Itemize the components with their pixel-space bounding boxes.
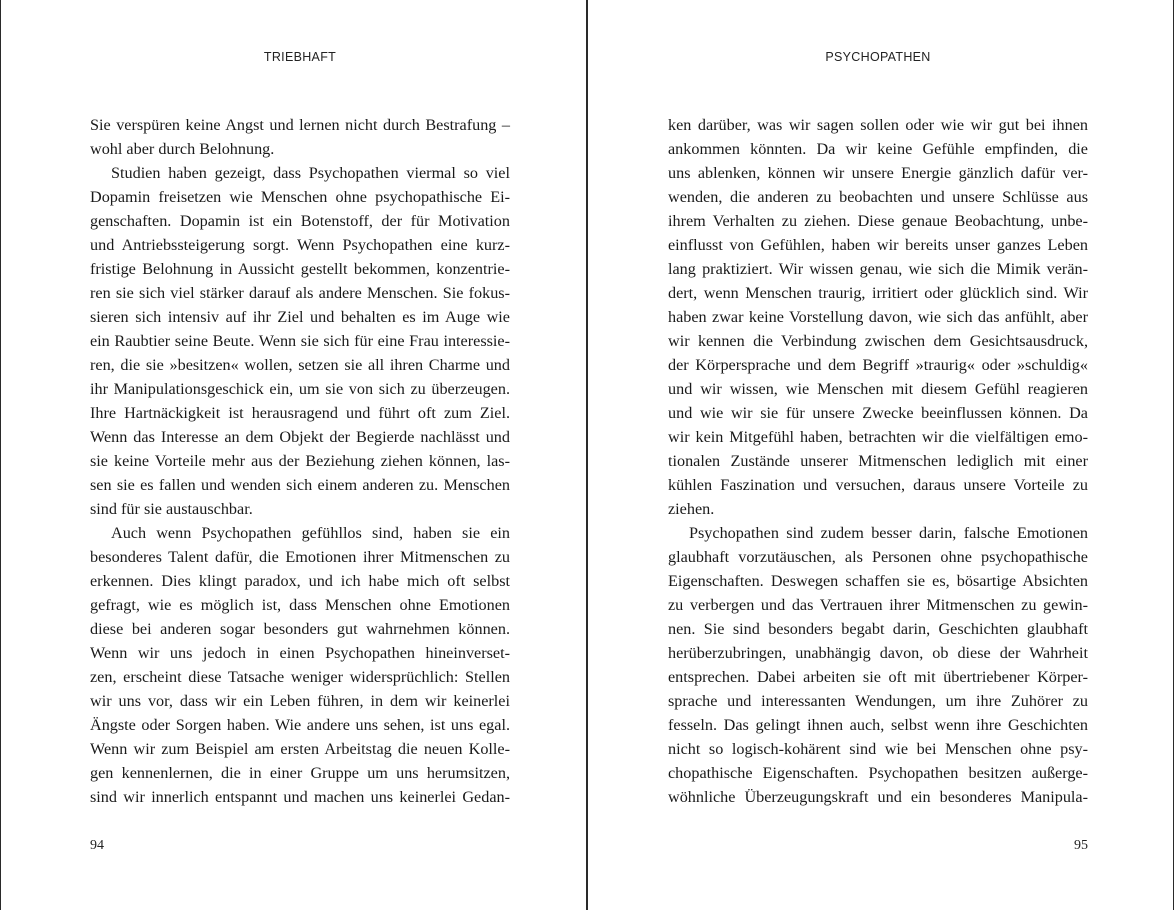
right-body-text bbox=[668, 113, 1088, 809]
text-line: der Körpersprache und dem Begriff »traurig« oder »schuldig« bbox=[668, 356, 1088, 374]
text-line: besonderes Talent dafür, die Emotionen ihrer Mitmenschen zu bbox=[90, 548, 510, 566]
text-line: und wie wir sie für unsere Zwecke beeinflussen können. Da bbox=[668, 404, 1088, 422]
text-line: haben zwar keine Vorstellung davon, wie sich das anfühlt, aber bbox=[668, 308, 1088, 326]
text-line: einflusst von Gefühlen, haben wir bereits unser ganzes Leben bbox=[668, 236, 1088, 254]
text-line: sind für sie austauschbar. bbox=[90, 500, 253, 518]
text-line: wohl aber durch Belohnung. bbox=[90, 140, 275, 158]
text-line: wir uns vor, dass wir ein Leben führen, in dem wir keinerlei bbox=[90, 692, 510, 710]
text-line: und Antriebssteigerung sorgt. Wenn Psychopathen eine kurz- bbox=[90, 236, 510, 254]
text-line: glaubhaft vorzutäuschen, als Personen ohne psychopathische bbox=[668, 548, 1088, 566]
text-line: fesseln. Das gelingt ihnen auch, selbst wenn ihre Geschichten bbox=[668, 716, 1088, 734]
text-line: kühlen Faszination und versuchen, daraus unsere Vorteile zu bbox=[668, 476, 1088, 494]
text-line: Eigenschaften. Deswegen schaffen sie es, bösartige Absichten bbox=[668, 572, 1088, 590]
text-line: Ihre Hartnäckigkeit ist herausragend und führt oft zum Ziel. bbox=[90, 404, 510, 422]
left-running-head: TRIEBHAFT bbox=[263, 50, 337, 64]
page-gutter bbox=[586, 0, 588, 910]
text-line: ein Raubtier seine Beute. Wenn sie sich für eine Frau interessie- bbox=[90, 332, 510, 350]
text-line: zu verbergen und das Vertrauen ihrer Mitmenschen zu gewin- bbox=[668, 596, 1088, 614]
text-line: wir kennen die Verbindung zwischen dem Gesichtsausdruck, bbox=[668, 332, 1088, 350]
text-line: erkennen. Dies klingt paradox, und ich habe mich oft selbst bbox=[90, 572, 510, 590]
text-line: Dopamin freisetzen wie Menschen ohne psychopathische Ei- bbox=[90, 188, 510, 206]
text-line: ankommen könnten. Da wir keine Gefühle empfinden, die bbox=[668, 140, 1088, 158]
text-line: sie keine Vorteile mehr aus der Beziehung ziehen können, las- bbox=[90, 452, 510, 470]
text-line: Psychopathen sind zudem besser darin, falsche Emotionen bbox=[689, 524, 1088, 542]
text-line: Sie verspüren keine Angst und lernen nicht durch Bestrafung – bbox=[90, 116, 510, 134]
left-page-number: 94 bbox=[90, 838, 104, 853]
text-line: Wenn das Interesse an dem Objekt der Begierde nachlässt und bbox=[90, 428, 510, 446]
left-page bbox=[90, 0, 510, 910]
text-line: diese bei anderen sogar besonders gut wahrnehmen können. bbox=[90, 620, 510, 638]
text-line: gefragt, wie es möglich ist, dass Menschen ohne Emotionen bbox=[90, 596, 510, 614]
text-line: Studien haben gezeigt, dass Psychopathen viermal so viel bbox=[111, 164, 510, 182]
text-line: lang praktiziert. Wir wissen genau, wie sich die Mimik verän- bbox=[668, 260, 1088, 278]
text-line: nen. Sie sind besonders begabt darin, Geschichten glaubhaft bbox=[668, 620, 1088, 638]
left-body-text bbox=[90, 113, 510, 809]
text-line: entsprechen. Dabei arbeiten sie oft mit übertriebener Körper- bbox=[668, 668, 1088, 686]
text-line: wir kein Mitgefühl haben, betrachten wir die vielfältigen emo- bbox=[668, 428, 1088, 446]
text-line: ihr Manipulationsgeschick ein, um sie von sich zu überzeugen. bbox=[90, 380, 510, 398]
text-line: ihrem Verhalten zu ziehen. Diese genaue Beobachtung, unbe- bbox=[668, 212, 1088, 230]
text-line: Wenn wir uns jedoch in einen Psychopathen hineinverset- bbox=[90, 644, 510, 662]
text-line: nicht so logisch-kohärent sind wie bei Menschen ohne psy- bbox=[668, 740, 1088, 758]
text-line: Ängste oder Sorgen haben. Wie andere uns sehen, ist uns egal. bbox=[90, 716, 510, 734]
text-line: wenden, die anderen zu beobachten und unsere Schlüsse aus bbox=[668, 188, 1088, 206]
text-line: herüberzubringen, unabhängig davon, ob diese der Wahrheit bbox=[668, 644, 1088, 662]
text-line: Auch wenn Psychopathen gefühllos sind, haben sie ein bbox=[111, 524, 510, 542]
text-line: fristige Belohnung in Aussicht gestellt bekommen, konzentrie- bbox=[90, 260, 510, 278]
text-line: uns ablenken, können wir unsere Energie gänzlich dafür ver- bbox=[668, 164, 1088, 182]
text-line: und wir wissen, wie Menschen mit diesem Gefühl reagieren bbox=[668, 380, 1088, 398]
text-line: tionalen Zustände unserer Mitmenschen lediglich mit einer bbox=[668, 452, 1088, 470]
text-line: ziehen. bbox=[668, 500, 715, 518]
text-line: dert, wenn Menschen traurig, irritiert oder glücklich sind. Wir bbox=[668, 284, 1088, 302]
right-running-head: PSYCHOPATHEN bbox=[825, 50, 931, 64]
text-line: sen sie es fallen und wenden sich einem anderen zu. Menschen bbox=[90, 476, 510, 494]
text-line: gen kennenlernen, die in einer Gruppe um uns herumsitzen, bbox=[90, 764, 510, 782]
text-line: zen, erscheint diese Tatsache weniger widersprüchlich: Stellen bbox=[90, 668, 510, 686]
text-line: Wenn wir zum Beispiel am ersten Arbeitstag die neuen Kolle- bbox=[90, 740, 510, 758]
right-page-number: 95 bbox=[1074, 838, 1088, 853]
text-line: ken darüber, was wir sagen sollen oder wie wir gut bei ihnen bbox=[668, 116, 1088, 134]
right-page bbox=[668, 0, 1088, 910]
text-line: ren sie sich viel stärker darauf als andere Menschen. Sie fokus- bbox=[90, 284, 510, 302]
text-line: genschaften. Dopamin ist ein Botenstoff, der für Motivation bbox=[90, 212, 510, 230]
text-line: sprache und interessanten Wendungen, um ihre Zuhörer zu bbox=[668, 692, 1088, 710]
text-line: ren, die sie »besitzen« wollen, setzen sie all ihren Charme und bbox=[90, 356, 510, 374]
text-line: chopathische Eigenschaften. Psychopathen besitzen außerge- bbox=[668, 764, 1088, 782]
text-line: wöhnliche Überzeugungskraft und ein besonderes Manipula- bbox=[668, 788, 1088, 806]
text-line: sieren sich intensiv auf ihr Ziel und behalten es im Auge wie bbox=[90, 308, 510, 326]
text-line: sind wir innerlich entspannt und machen uns keinerlei Gedan- bbox=[90, 788, 510, 806]
